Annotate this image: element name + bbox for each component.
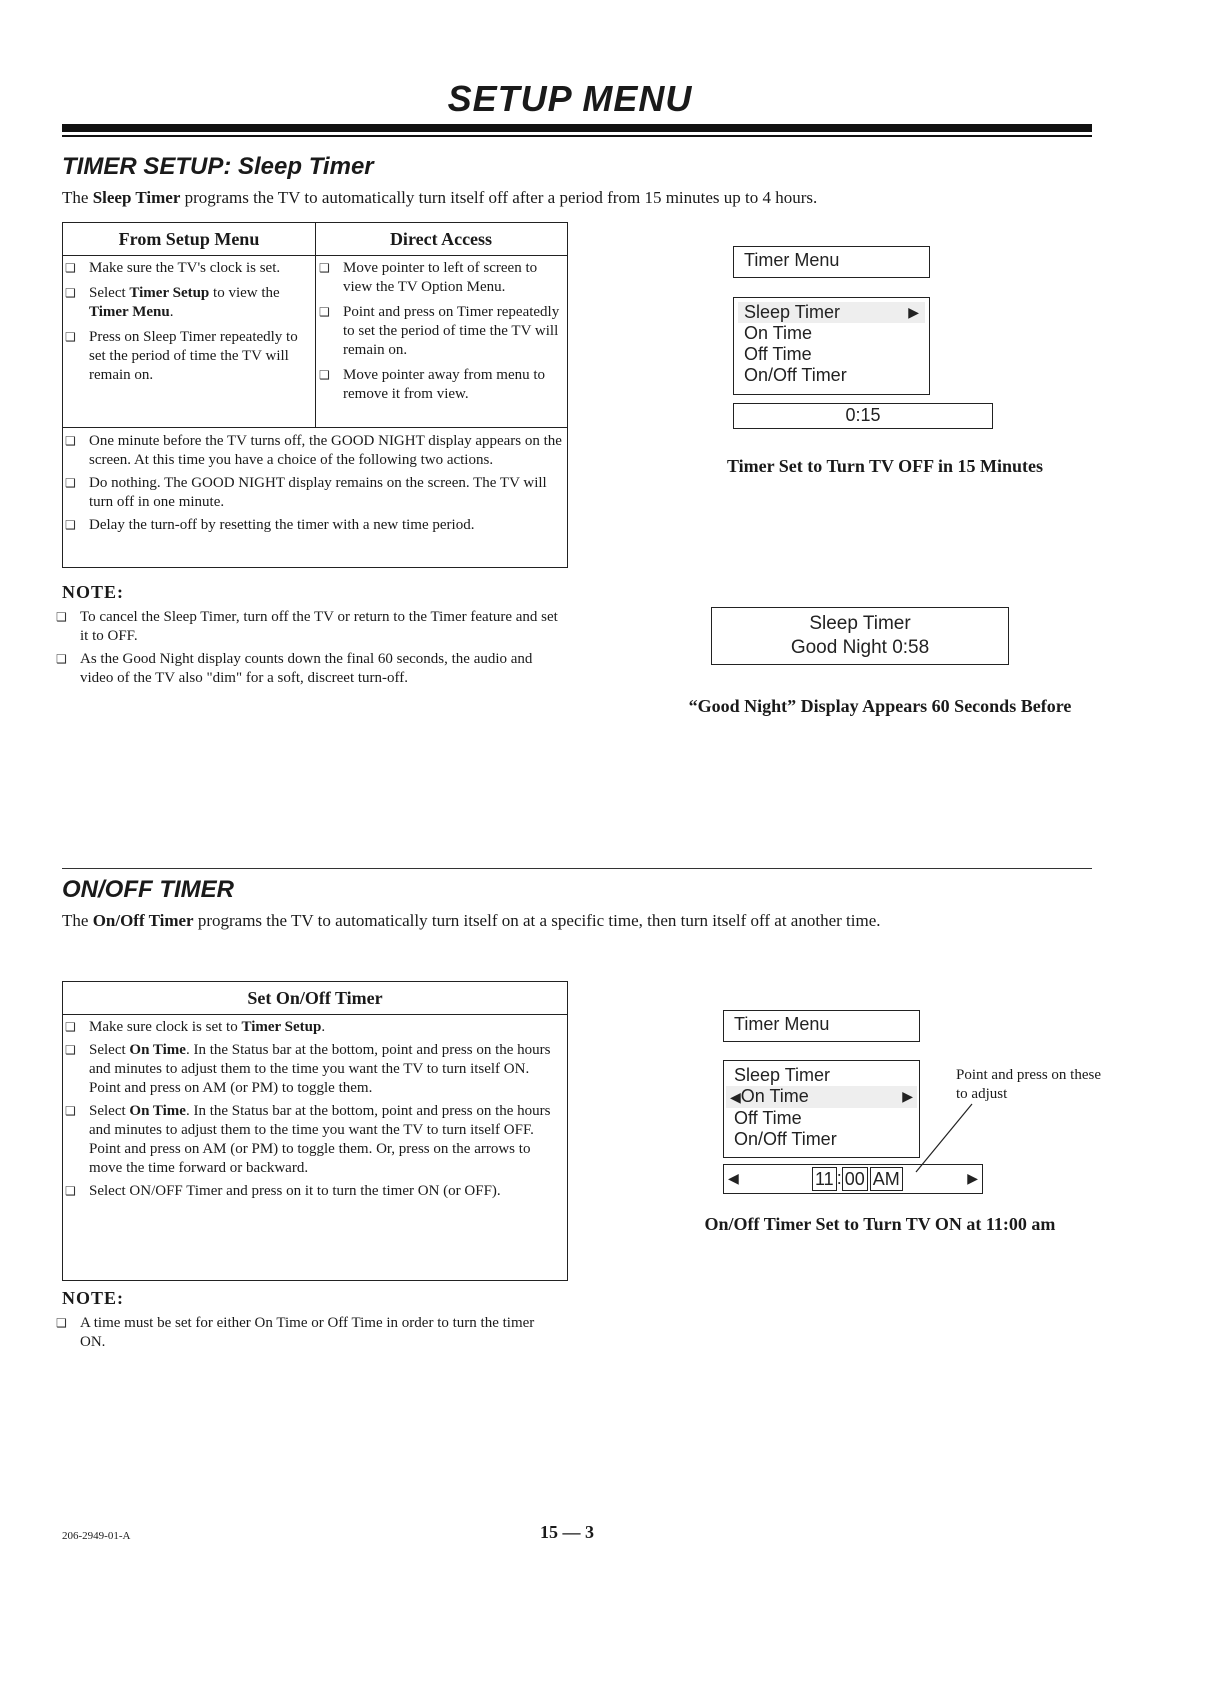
checkbox-bullet-icon: ❑ (65, 518, 76, 532)
ampm-field[interactable]: AM (870, 1167, 903, 1191)
menu-item-sleep-timer[interactable]: Sleep Timer ▶ (738, 302, 925, 323)
col-head-setup-menu: From Setup Menu (118, 229, 260, 249)
list-item: ❑ Point and press on Timer repeatedly to set the period of time the TV will remain on. (319, 304, 560, 358)
checkbox-bullet-icon: ❑ (319, 261, 330, 275)
list-item: ❑ A time must be set for either On Time or Off Time in order to turn the timer ON. (56, 1315, 535, 1350)
divider (63, 427, 567, 428)
col-head-direct-access: Direct Access (389, 229, 493, 249)
onoff-timer-instructions (62, 981, 568, 1281)
checkbox-bullet-icon: ❑ (65, 1020, 76, 1034)
checkbox-bullet-icon: ❑ (65, 261, 76, 275)
checkbox-bullet-icon: ❑ (65, 1104, 76, 1118)
onoff-caption: On/Off Timer Set to Turn TV ON at 11:00 am (704, 1214, 1056, 1234)
timer-menu-title-box (723, 1010, 920, 1042)
menu-item-onoff-timer[interactable]: On/Off Timer (734, 1129, 837, 1149)
menu-title: Timer Menu (734, 1014, 830, 1034)
checkbox-bullet-icon: ❑ (65, 434, 76, 448)
document-code: 206-2949-01-A (62, 1530, 131, 1542)
sleep-status-bar (733, 403, 993, 429)
checkbox-bullet-icon: ❑ (65, 286, 76, 300)
intro-text: The (62, 188, 89, 207)
timer-menu-title-box (733, 246, 930, 278)
checkbox-bullet-icon: ❑ (56, 610, 67, 624)
status-value[interactable]: 0:15 (845, 405, 881, 425)
onoff-timer-heading: ON/OFF TIMER (62, 876, 234, 903)
list-item: ❑ Make sure clock is set to Timer Setup. (65, 1019, 326, 1035)
sleep-timer-instructions (62, 222, 568, 568)
menu-item-off-time[interactable]: Off Time (744, 344, 812, 364)
callout-text: Point and press on these to adjust (956, 1067, 1101, 1102)
list-item: ❑ Do nothing. The GOOD NIGHT display remains on the screen. The TV will turn off in one minute. (65, 475, 547, 510)
minute-field[interactable]: 00 (842, 1167, 868, 1191)
hour-field[interactable]: 11 (812, 1167, 837, 1191)
sleep-timer-heading: TIMER SETUP: Sleep Timer (62, 153, 374, 180)
timer-menu-list (733, 297, 930, 395)
intro-bold: Sleep Timer (92, 188, 181, 207)
list-item: ❑ Select ON/OFF Timer and press on it to turn the timer ON (or OFF). (65, 1183, 501, 1199)
list-item: ❑ To cancel the Sleep Timer, turn off the TV or return to the Timer feature and set it to OFF. (56, 609, 558, 644)
callout-leader-line (900, 1100, 980, 1180)
time-fields (812, 1167, 903, 1191)
list-item: ❑ As the Good Night display counts down the final 60 seconds, the audio and video of the TV also "dim" for a soft, discreet turn-off. (56, 651, 533, 686)
checkbox-bullet-icon: ❑ (56, 1316, 67, 1330)
arrow-right-icon: ▶ (902, 1088, 913, 1104)
timer-menu-list (723, 1060, 920, 1158)
menu-item-sleep-timer[interactable]: Sleep Timer (734, 1065, 831, 1085)
menu-title: Timer Menu (744, 250, 840, 270)
list-item: ❑ Press on Sleep Timer repeatedly to set the period of time the TV will remain on. (65, 329, 298, 383)
checkbox-bullet-icon: ❑ (56, 652, 67, 666)
list-item: ❑ Move pointer to left of screen to view the TV Option Menu. (319, 260, 538, 295)
list-item: ❑ Select On Time. In the Status bar at the bottom, point and press on the hours and minutes to adjust them to the time you want the TV to turn itself OFF. Point and press on AM (or PM) to toggle them. Or, press on the arrows to move the time forward or backward. (65, 1103, 551, 1176)
menu-item-onoff-timer[interactable]: On/Off Timer (744, 365, 847, 385)
time-back-arrow-icon[interactable]: ◀ (728, 1170, 739, 1186)
divider (315, 223, 316, 427)
page-number: 15 — 3 (540, 1522, 594, 1542)
onoff-notes (56, 1314, 556, 1352)
goodnight-countdown: Good Night 0:58 (790, 637, 930, 658)
sleep-timer-intro (62, 187, 1122, 209)
onoff-timer-intro: The On/Off Timer programs the TV to automatically turn itself on at a specific time, then turn itself off at another time. (62, 911, 881, 930)
sleep-notes (56, 608, 566, 688)
time-forward-arrow-icon[interactable]: ▶ (967, 1170, 978, 1186)
checkbox-bullet-icon: ❑ (65, 476, 76, 490)
menu-item-off-time[interactable]: Off Time (734, 1108, 802, 1128)
checkbox-bullet-icon: ❑ (65, 330, 76, 344)
direct-access-steps (319, 259, 565, 404)
checkbox-bullet-icon: ❑ (319, 305, 330, 319)
menu-item-on-time[interactable]: ◀On Time ▶ (726, 1086, 917, 1108)
list-item: ❑ Move pointer away from menu to remove it from view. (319, 367, 546, 402)
list-item: ❑ One minute before the TV turns off, the GOOD NIGHT display appears on the screen. At this time you have a choice of the following two actions. (65, 433, 562, 468)
section-divider (62, 868, 1092, 869)
arrow-left-icon: ◀ (730, 1089, 741, 1105)
list-item: ❑ Select Timer Setup to view the Timer Menu. (65, 285, 280, 320)
onoff-steps (65, 1018, 561, 1201)
setup-menu-steps (65, 259, 311, 385)
menu-item-on-time[interactable]: On Time (744, 323, 813, 343)
header-rule (62, 124, 1092, 132)
goodnight-caption: “Good Night” Display Appears 60 Seconds Before (688, 696, 1072, 716)
list-item: ❑ Select On Time. In the Status bar at the bottom, point and press on the hours and minutes to adjust them to the time you want the TV to turn itself ON. Point and press on AM (or PM) to toggle them. (65, 1042, 551, 1096)
list-item: ❑ Make sure the TV's clock is set. (65, 260, 281, 276)
goodnight-display (711, 607, 1009, 665)
header-rule-thin (62, 135, 1092, 137)
divider (63, 1014, 567, 1015)
page-title: SETUP MENU (447, 78, 693, 119)
note-heading: NOTE: (62, 582, 125, 602)
checkbox-bullet-icon: ❑ (319, 368, 330, 382)
sleep-caption: Timer Set to Turn TV OFF in 15 Minutes (726, 456, 1044, 476)
list-item: ❑ Delay the turn-off by resetting the timer with a new time period. (65, 517, 475, 533)
time-colon: : (836, 1168, 842, 1188)
arrow-right-icon: ▶ (908, 304, 919, 320)
checkbox-bullet-icon: ❑ (65, 1184, 76, 1198)
box-heading: Set On/Off Timer (247, 988, 383, 1008)
goodnight-steps (65, 432, 563, 535)
checkbox-bullet-icon: ❑ (65, 1043, 76, 1057)
note-heading: NOTE: (62, 1288, 125, 1308)
intro-text: programs the TV to automatically turn itself off after a period from 15 minutes up to 4 hours. (184, 188, 818, 207)
goodnight-title: Sleep Timer (809, 613, 911, 634)
